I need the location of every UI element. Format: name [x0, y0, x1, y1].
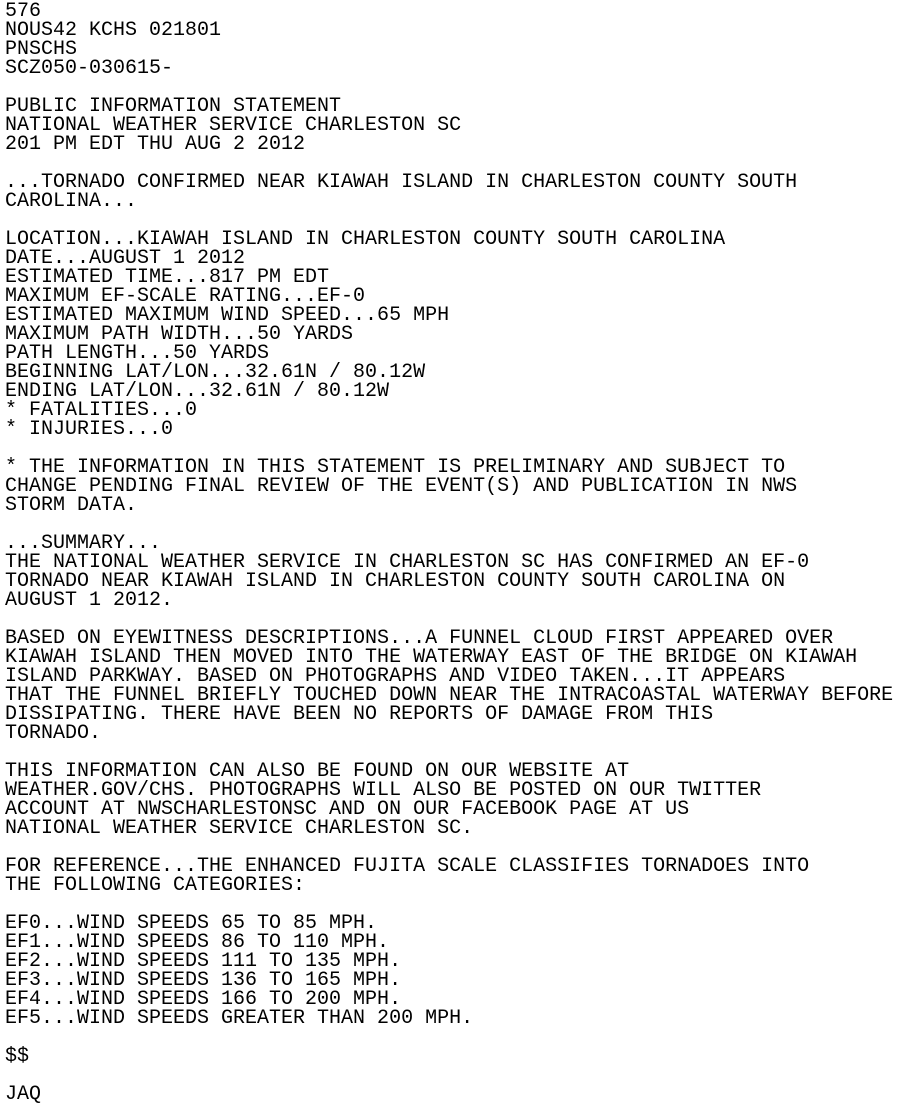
- document-line: SCZ050-030615-: [5, 57, 174, 80]
- document-line: LOCATION...KIAWAH ISLAND IN CHARLESTON COUNTY SOUTH CAROLINA: [5, 228, 726, 251]
- document-line: CHANGE PENDING FINAL REVIEW OF THE EVENT(S) AND PUBLICATION IN NWS: [5, 475, 798, 498]
- document-line: EF0...WIND SPEEDS 65 TO 85 MPH.: [5, 912, 378, 935]
- document-line: NATIONAL WEATHER SERVICE CHARLESTON SC: [5, 114, 462, 137]
- document-line: * FATALITIES...0: [5, 399, 198, 422]
- document-line: PATH LENGTH...50 YARDS: [5, 342, 270, 365]
- document-line: THAT THE FUNNEL BRIEFLY TOUCHED DOWN NEAR THE INTRACOASTAL WATERWAY BEFORE: [5, 684, 894, 707]
- document-line: THE FOLLOWING CATEGORIES:: [5, 874, 306, 897]
- document-line: [5, 1028, 893, 1047]
- document-line: KIAWAH ISLAND THEN MOVED INTO THE WATERWAY EAST OF THE BRIDGE ON KIAWAH: [5, 646, 858, 669]
- document-line: FOR REFERENCE...THE ENHANCED FUJITA SCALE CLASSIFIES TORNADOES INTO: [5, 855, 810, 878]
- document-line: ENDING LAT/LON...32.61N / 80.12W: [5, 380, 390, 403]
- document-line: ESTIMATED TIME...817 PM EDT: [5, 266, 330, 289]
- document-line: EF1...WIND SPEEDS 86 TO 110 MPH.: [5, 931, 390, 954]
- document-line: EF2...WIND SPEEDS 111 TO 135 MPH.: [5, 950, 402, 973]
- document-line: WEATHER.GOV/CHS. PHOTOGRAPHS WILL ALSO BE POSTED ON OUR TWITTER: [5, 779, 762, 802]
- document-line: STORM DATA.: [5, 494, 138, 517]
- document-line: [5, 1066, 893, 1085]
- document-line: EF5...WIND SPEEDS GREATER THAN 200 MPH.: [5, 1007, 474, 1030]
- document-line: EF3...WIND SPEEDS 136 TO 165 MPH.: [5, 969, 402, 992]
- document-line: NOUS42 KCHS 021801: [5, 19, 222, 42]
- document-line: 201 PM EDT THU AUG 2 2012: [5, 133, 306, 156]
- document-line: ...TORNADO CONFIRMED NEAR KIAWAH ISLAND IN CHARLESTON COUNTY SOUTH: [5, 171, 798, 194]
- document-line: * THE INFORMATION IN THIS STATEMENT IS PRELIMINARY AND SUBJECT TO: [5, 456, 786, 479]
- document-line: BEGINNING LAT/LON...32.61N / 80.12W: [5, 361, 426, 384]
- document-line: THIS INFORMATION CAN ALSO BE FOUND ON OUR WEBSITE AT: [5, 760, 630, 783]
- document-line: NATIONAL WEATHER SERVICE CHARLESTON SC.: [5, 817, 474, 840]
- document-line: ...SUMMARY...: [5, 532, 162, 555]
- document-line: ESTIMATED MAXIMUM WIND SPEED...65 MPH: [5, 304, 450, 327]
- document-line: TORNADO NEAR KIAWAH ISLAND IN CHARLESTON COUNTY SOUTH CAROLINA ON: [5, 570, 786, 593]
- document-line: EF4...WIND SPEEDS 166 TO 200 MPH.: [5, 988, 402, 1011]
- document-line: MAXIMUM PATH WIDTH...50 YARDS: [5, 323, 354, 346]
- document-line: MAXIMUM EF-SCALE RATING...EF-0: [5, 285, 366, 308]
- document-line: $$: [5, 1045, 30, 1068]
- document-line: ACCOUNT AT NWSCHARLESTONSC AND ON OUR FACEBOOK PAGE AT US: [5, 798, 690, 821]
- document-line: JAQ: [5, 1083, 42, 1106]
- document-line: TORNADO.: [5, 722, 102, 745]
- document-line: 576: [5, 0, 42, 23]
- document-line: BASED ON EYEWITNESS DESCRIPTIONS...A FUNNEL CLOUD FIRST APPEARED OVER: [5, 627, 834, 650]
- document-line: DISSIPATING. THERE HAVE BEEN NO REPORTS OF DAMAGE FROM THIS: [5, 703, 714, 726]
- plain-text-document: [5, 2, 893, 1104]
- document-line: DATE...AUGUST 1 2012: [5, 247, 246, 270]
- document-line: PUBLIC INFORMATION STATEMENT: [5, 95, 342, 118]
- document-line: THE NATIONAL WEATHER SERVICE IN CHARLESTON SC HAS CONFIRMED AN EF-0: [5, 551, 810, 574]
- document-line: PNSCHS: [5, 38, 78, 61]
- document-line: * INJURIES...0: [5, 418, 174, 441]
- document-line: AUGUST 1 2012.: [5, 589, 174, 612]
- document-line: CAROLINA...: [5, 190, 138, 213]
- document-line: ISLAND PARKWAY. BASED ON PHOTOGRAPHS AND VIDEO TAKEN...IT APPEARS: [5, 665, 786, 688]
